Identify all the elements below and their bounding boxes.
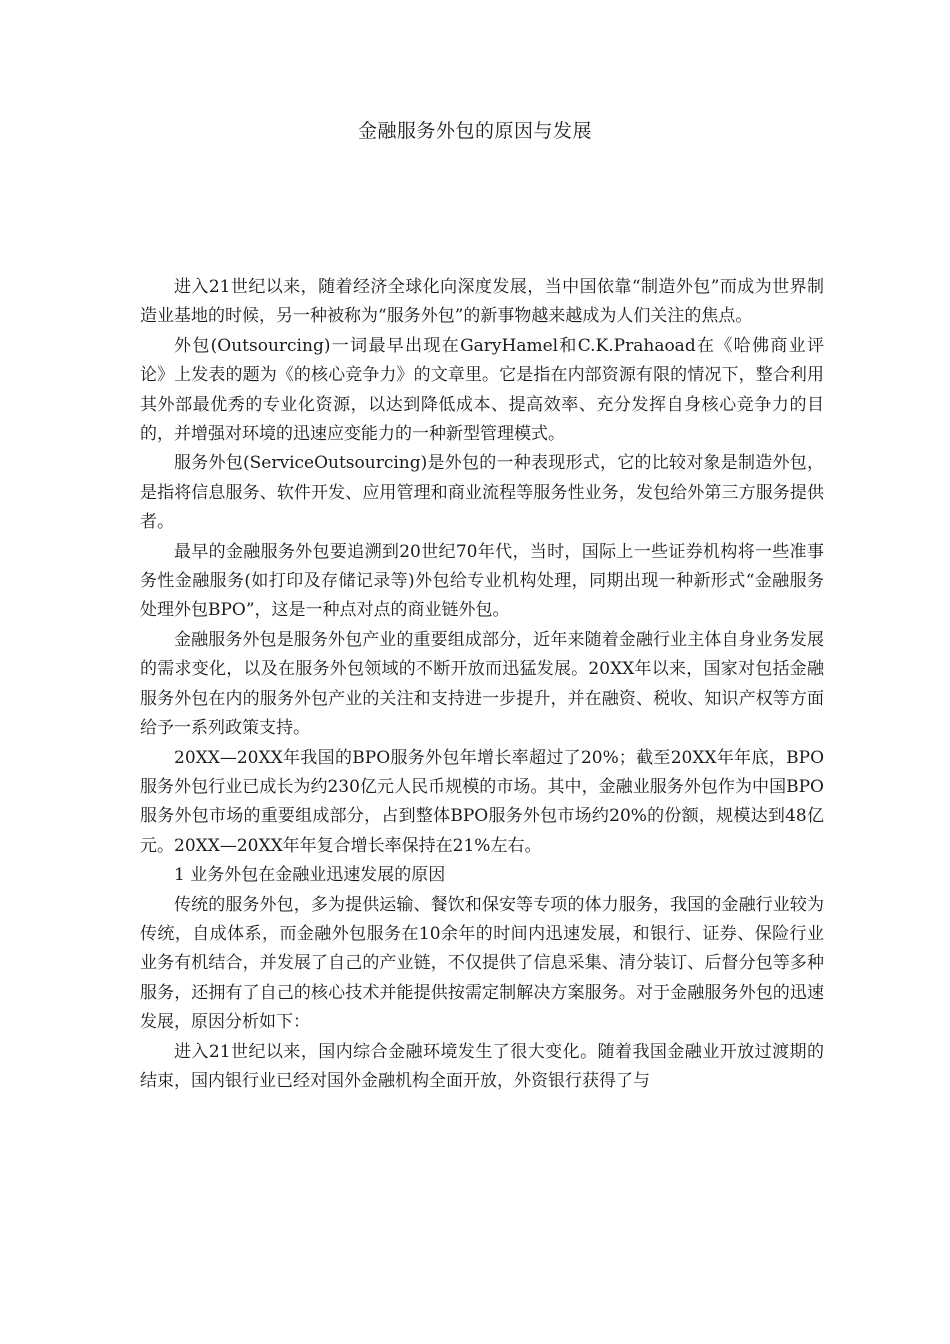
paragraph: 进入21世纪以来，国内综合金融环境发生了很大变化。随着我国金融业开放过渡期的结束，国内银行业已经对国外金融机构全面开放，外资银行获得了与	[140, 1041, 824, 1091]
paragraph: 传统的服务外包，多为提供运输、餐饮和保安等专项的体力服务，我国的金融行业较为传统，自成体系，而金融外包服务在10余年的时间内迅速发展，和银行、证券、保险行业业务有机结合，并发展了自己的产业链，不仅提供了信息采集、清分装订、后督分包等多种服务，还拥有了自己的核心技术并能提供按需定制解决方案服务。对于金融服务外包的迅速发展，原因分析如下：	[140, 894, 824, 1033]
paragraph: 20XX—20XX年我国的BPO服务外包年增长率超过了20%；截至20XX年年底，BPO服务外包行业已成长为约230亿元人民币规模的市场。其中，金融业服务外包作为中国BPO服务外包市场的重要组成部分，占到整体BPO服务外包市场约20%的份额，规模达到48亿元。20XX—20XX年年复合增长率保持在21%左右。	[140, 747, 824, 856]
document-title: 金融服务外包的原因与发展	[357, 120, 592, 142]
document-body	[140, 273, 824, 1096]
paragraph: 外包(Outsourcing)一词最早出现在GaryHamel和C.K.Prahaoad在《哈佛商业评论》上发表的题为《的核心竞争力》的文章里。它是指在内部资源有限的情况下，整合利用其外部最优秀的专业化资源，以达到降低成本、提高效率、充分发挥自身核心竞争力的目的，并增强对环境的迅速应变能力的一种新型管理模式。	[140, 335, 824, 445]
section-heading: 1 业务外包在金融业迅速发展的原因	[174, 865, 446, 886]
paragraph: 进入21世纪以来，随着经济全球化向深度发展，当中国依靠“制造外包”而成为世界制造业基地的时候，另一种被称为“服务外包”的新事物越来越成为人们关注的焦点。	[140, 277, 824, 327]
paragraph: 金融服务外包是服务外包产业的重要组成部分，近年来随着金融行业主体自身业务发展的需求变化，以及在服务外包领域的不断开放而迅猛发展。20XX年以来，国家对包括金融服务外包在内的服务外包产业的关注和支持进一步提升，并在融资、税收、知识产权等方面给予一系列政策支持。	[140, 629, 824, 739]
paragraph: 最早的金融服务外包要追溯到20世纪70年代，当时，国际上一些证券机构将一些准事务性金融服务(如打印及存储记录等)外包给专业机构处理，同期出现一种新形式“金融服务处理外包BPO”，这是一种点对点的商业链外包。	[140, 541, 824, 621]
paragraph: 服务外包(ServiceOutsourcing)是外包的一种表现形式，它的比较对象是制造外包，是指将信息服务、软件开发、应用管理和商业流程等服务性业务，发包给外第三方服务提供者。	[140, 453, 824, 533]
